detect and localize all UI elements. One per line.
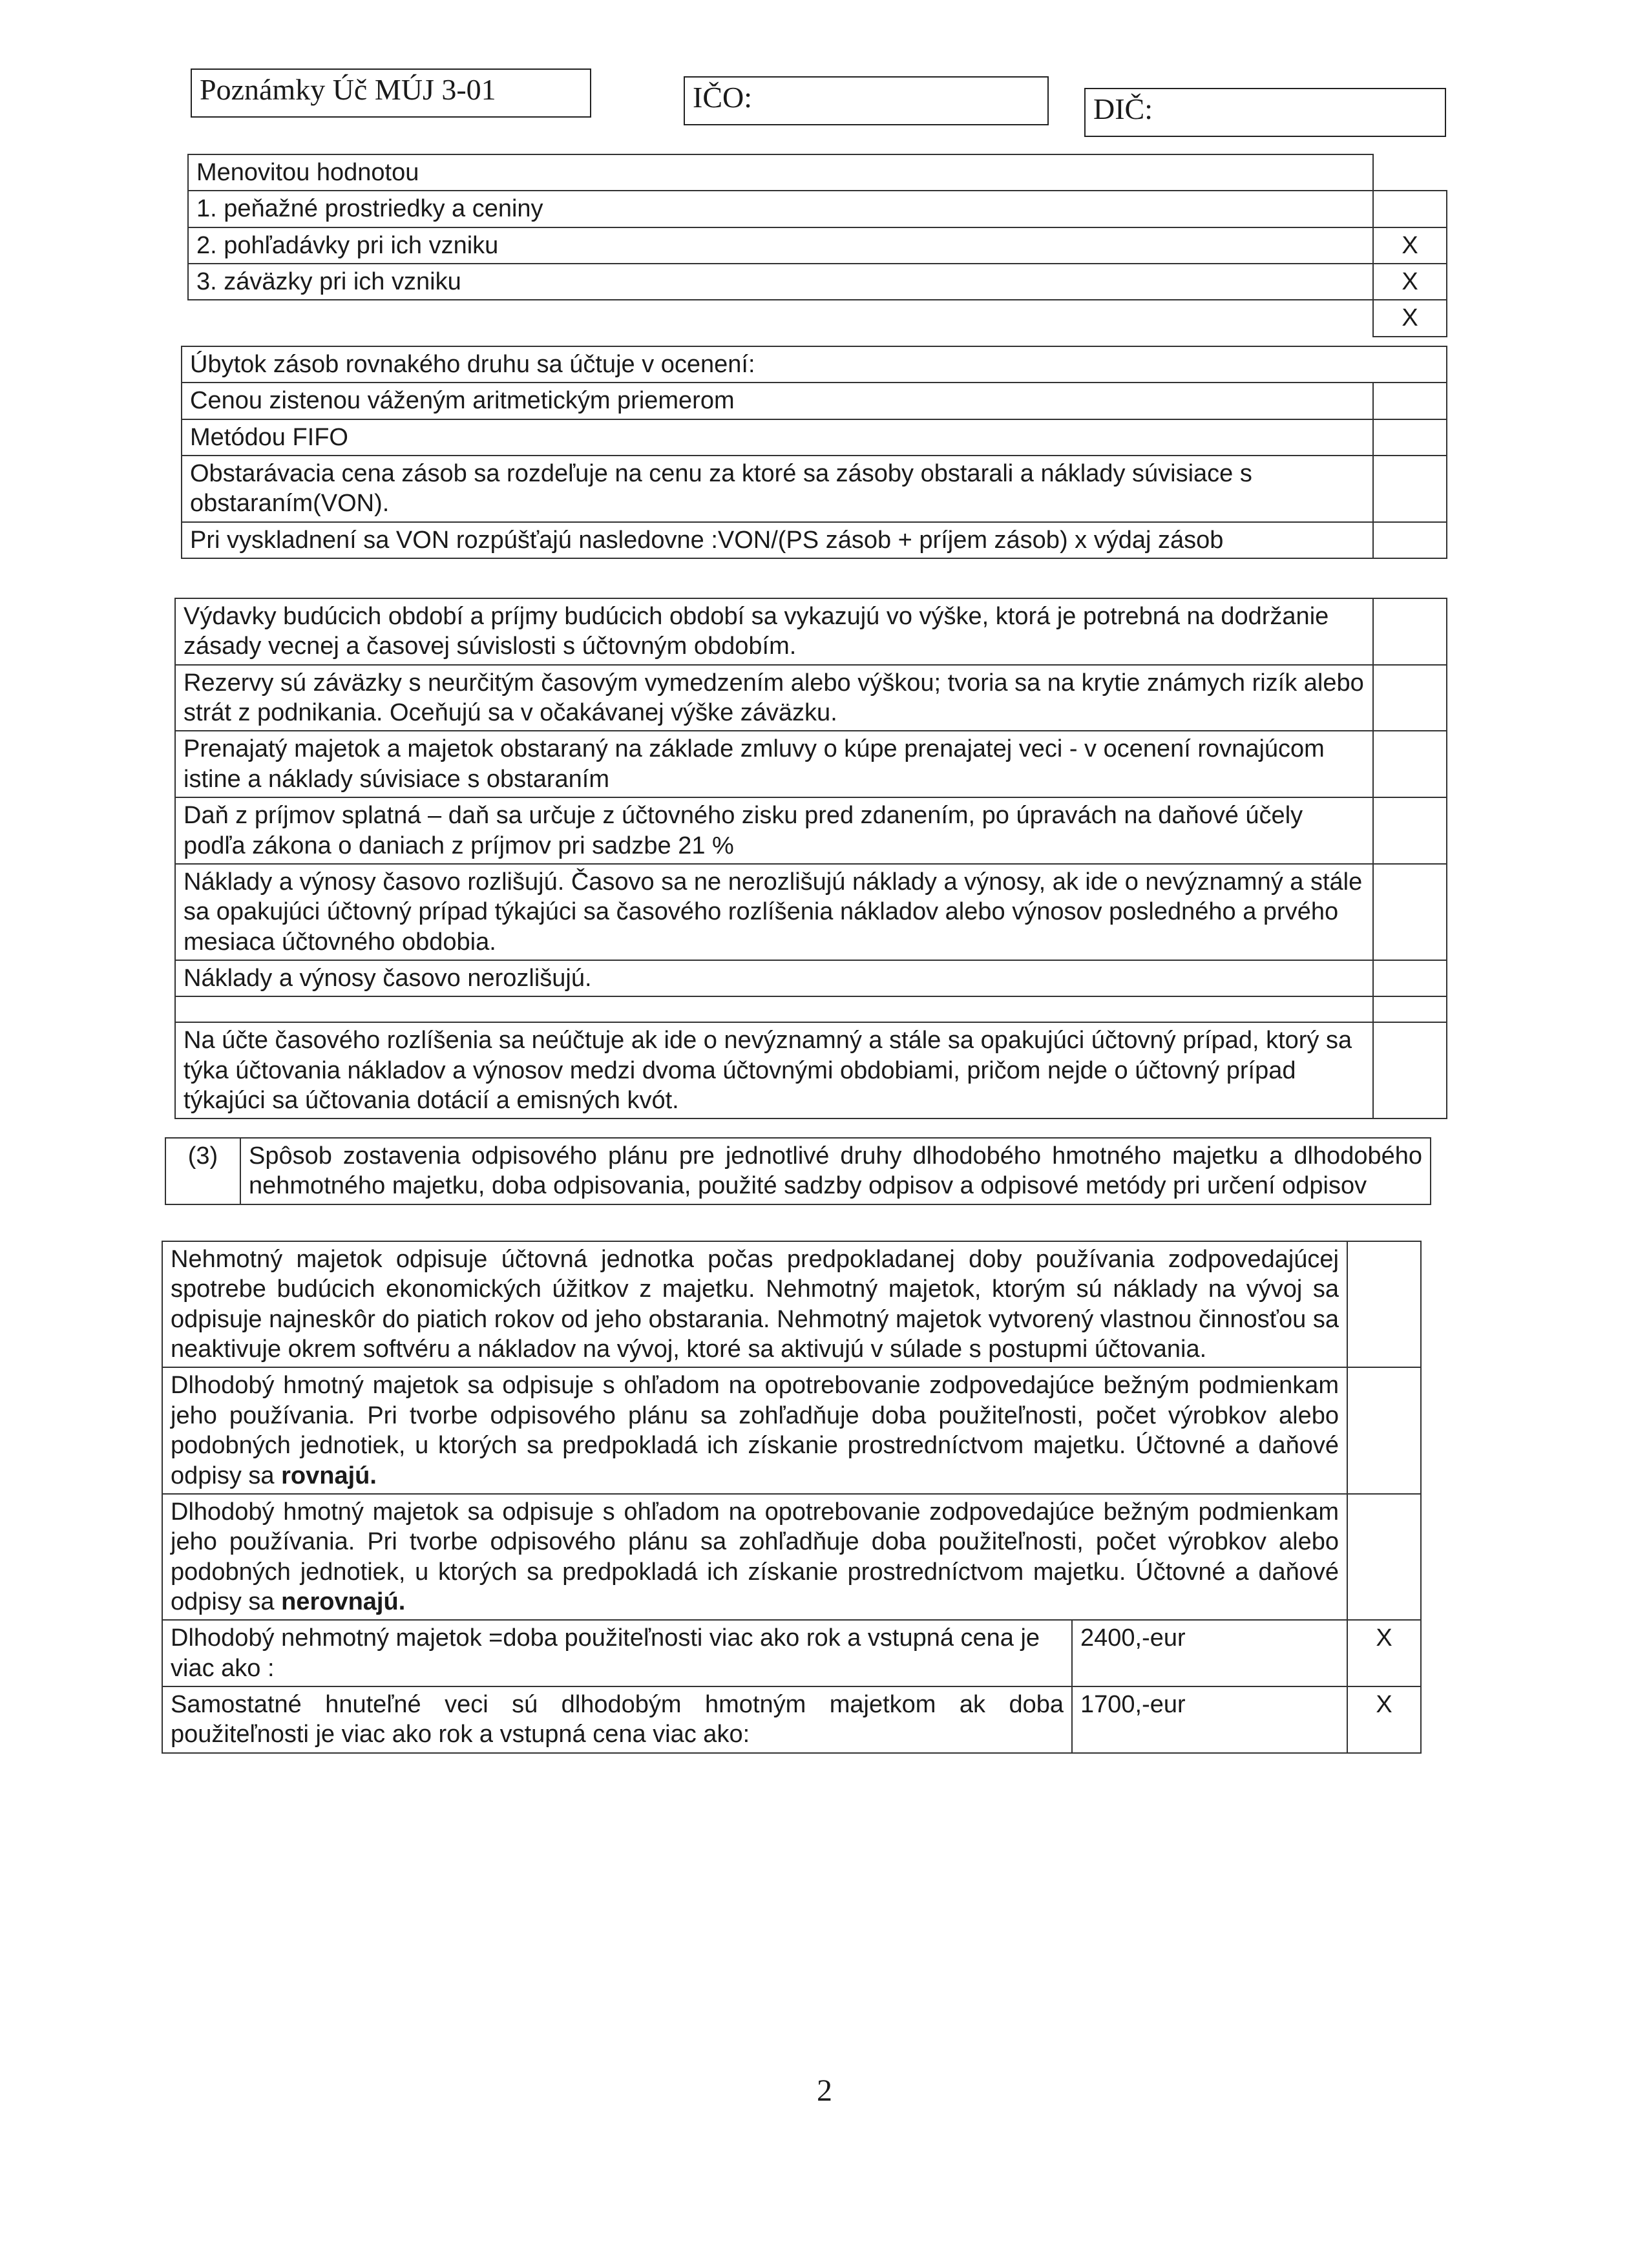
row-text: 1. peňažné prostriedky a ceniny <box>188 191 1373 227</box>
depreciation-heading-table <box>165 1137 1431 1205</box>
row-text-lead: Dlhodobý hmotný majetok sa odpisuje s ohľadom na opotrebovanie zodpovedajúce bežným podmienkam jeho používania. Pri tvorbe odpisového plánu sa zohľadňuje doba použiteľnosti, počet výrobkov alebo podobných jednotiek, u ktorých sa predpokladá ich získanie prostredníctvom majetku. Účtovné a daňové odpisy sa <box>171 1498 1339 1615</box>
table-row <box>188 300 1447 336</box>
row-text <box>188 300 1373 336</box>
row-text: 3. záväzky pri ich vzniku <box>188 264 1373 300</box>
checkbox-cell[interactable]: X <box>1373 264 1447 300</box>
row-text: Dlhodobý nehmotný majetok =doba použiteľnosti viac ako rok a vstupná cena je viac ako : <box>162 1620 1072 1686</box>
checkbox-cell[interactable]: X <box>1373 227 1447 264</box>
table-row <box>175 1022 1447 1118</box>
depreciation-policies-table <box>162 1241 1422 1754</box>
nominal-valuation-table <box>187 154 1447 337</box>
row-text-lead: Dlhodobý hmotný majetok sa odpisuje s ohľadom na opotrebovanie zodpovedajúce bežným podmienkam jeho používania. Pri tvorbe odpisového plánu sa zohľadňuje doba použiteľnosti, počet výrobkov alebo podobných jednotiek, u ktorých sa predpokladá ich získanie prostredníctvom majetku. Účtovné a daňové odpisy sa <box>171 1372 1339 1489</box>
accounting-policies-table <box>174 598 1447 1119</box>
row-text: Výdavky budúcich období a príjmy budúcich období sa vykazujú vo výške, ktorá je potrebná na dodržanie zásady vecnej a časovej súvislosti s účtovným obdobím. <box>175 598 1373 665</box>
checkbox-cell[interactable] <box>1373 996 1447 1022</box>
table-row <box>188 227 1447 264</box>
table-row <box>165 1138 1431 1204</box>
checkbox-cell[interactable] <box>1373 522 1447 558</box>
table-row <box>162 1686 1421 1753</box>
checkbox-cell[interactable] <box>1347 1494 1421 1620</box>
row-text <box>162 1494 1347 1620</box>
section-number: (3) <box>165 1138 240 1204</box>
row-text: Daň z príjmov splatná – daň sa určuje z účtovného zisku pred zdanením, po úpravách na daňové účely podľa zákona o daniach z príjmov pri sadzbe 21 % <box>175 797 1373 864</box>
table-row <box>162 1367 1421 1493</box>
row-text: 2. pohľadávky pri ich vzniku <box>188 227 1373 264</box>
table-row <box>175 864 1447 960</box>
checkbox-cell[interactable] <box>1373 1022 1447 1118</box>
row-text-emphasis: rovnajú. <box>281 1462 377 1489</box>
checkbox-cell[interactable] <box>1347 1241 1421 1367</box>
row-text: Metódou FIFO <box>182 419 1373 456</box>
table-row <box>162 1494 1421 1620</box>
checkbox-cell[interactable] <box>1373 419 1447 456</box>
table-row <box>175 797 1447 864</box>
row-text: Náklady a výnosy časovo nerozlišujú. <box>175 960 1373 996</box>
row-text <box>175 996 1373 1022</box>
checkbox-cell[interactable] <box>1373 598 1447 665</box>
row-text: Rezervy sú záväzky s neurčitým časovým vymedzením alebo výškou; tvoria sa na krytie známych rizík alebo strát z podnikania. Oceňujú sa v očakávanej výške záväzku. <box>175 665 1373 731</box>
checkbox-cell[interactable] <box>1373 797 1447 864</box>
checkbox-cell[interactable] <box>1347 1367 1421 1493</box>
table-row <box>162 1620 1421 1686</box>
checkbox-cell[interactable] <box>1373 731 1447 797</box>
row-text: Na účte časového rozlíšenia sa neúčtuje ak ide o nevýznamný a stále sa opakujúci účtovný prípad, ktorý sa týka účtovania nákladov a výnosov medzi dvoma účtovnými obdobiami, pričom nejde o účtovný prípad týkajúci sa účtovania dotácií a emisných kvót. <box>175 1022 1373 1118</box>
inventory-valuation-table <box>181 346 1447 559</box>
threshold-value[interactable]: 1700,-eur <box>1072 1686 1347 1753</box>
table-row <box>182 346 1447 383</box>
row-text: Pri vyskladnení sa VON rozpúšťajú nasledovne :VON/(PS zásob + príjem zásob) x výdaj zásob <box>182 522 1373 558</box>
row-text <box>162 1367 1347 1493</box>
row-text: Nehmotný majetok odpisuje účtovná jednotka počas predpokladanej doby používania zodpovedajúcej spotrebe budúcich ekonomických úžitkov z majetku. Nehmotný majetok, ktorým sú náklady na vývoj sa odpisuje najneskôr do piatich rokov od jeho obstarania. Nehmotný majetok vytvorený vlastnou činnosťou sa neaktivuje okrem softvéru a nákladov na vývoj, ktoré sa aktivujú v súlade s postupmi účtovania. <box>162 1241 1347 1367</box>
table-row <box>188 264 1447 300</box>
table-row <box>188 154 1447 191</box>
threshold-value[interactable]: 2400,-eur <box>1072 1620 1347 1686</box>
row-text: Samostatné hnuteľné veci sú dlhodobým hmotným majetkom ak doba použiteľnosti je viac ako rok a vstupná cena viac ako: <box>162 1686 1072 1753</box>
table-row <box>182 456 1447 522</box>
row-text: Prenajatý majetok a majetok obstaraný na základe zmluvy o kúpe prenajatej veci - v ocenení rovnajúcom istine a náklady súvisiace s obstaraním <box>175 731 1373 797</box>
ico-field[interactable]: IČO: <box>684 76 1049 125</box>
checkbox-cell[interactable]: X <box>1373 300 1447 336</box>
table-row <box>182 383 1447 419</box>
table-row <box>162 1241 1421 1367</box>
section-title: Menovitou hodnotou <box>188 154 1373 191</box>
row-text: Obstarávacia cena zásob sa rozdeľuje na cenu za ktoré sa zásoby obstarali a náklady súvisiace s obstaraním(VON). <box>182 456 1373 522</box>
checkbox-cell[interactable] <box>1373 960 1447 996</box>
checkbox-cell[interactable] <box>1373 383 1447 419</box>
checkbox-cell[interactable] <box>1373 665 1447 731</box>
table-row <box>182 419 1447 456</box>
page-number: 2 <box>817 2074 832 2108</box>
form-name-box: Poznámky Úč MÚJ 3-01 <box>191 68 591 118</box>
table-row <box>175 598 1447 665</box>
table-row <box>175 960 1447 996</box>
table-row <box>175 731 1447 797</box>
dic-field[interactable]: DIČ: <box>1084 88 1446 137</box>
checkbox-cell[interactable] <box>1373 191 1447 227</box>
checkbox-cell[interactable] <box>1373 456 1447 522</box>
checkbox-cell[interactable]: X <box>1347 1686 1421 1753</box>
row-text: Cenou zistenou váženým aritmetickým priemerom <box>182 383 1373 419</box>
table-row <box>188 191 1447 227</box>
row-text: Náklady a výnosy časovo rozlišujú. Časovo sa ne nerozlišujú náklady a výnosy, ak ide o nevýznamný a stále sa opakujúci účtovný prípad týkajúci sa časového rozlíšenia nákladov alebo výnosov posledného a prvého mesiaca účtovného obdobia. <box>175 864 1373 960</box>
row-text-emphasis: nerovnajú. <box>281 1588 406 1615</box>
table-row <box>175 996 1447 1022</box>
checkbox-cell[interactable] <box>1373 864 1447 960</box>
checkbox-cell[interactable] <box>1373 154 1447 191</box>
table-row <box>182 522 1447 558</box>
section-title: Úbytok zásob rovnakého druhu sa účtuje v ocenení: <box>182 346 1447 383</box>
checkbox-cell[interactable]: X <box>1347 1620 1421 1686</box>
section-heading: Spôsob zostavenia odpisového plánu pre jednotlivé druhy dlhodobého hmotného majetku a dlhodobého nehmotného majetku, doba odpisovania, použité sadzby odpisov a odpisové metódy pri určení odpisov <box>240 1138 1431 1204</box>
table-row <box>175 665 1447 731</box>
